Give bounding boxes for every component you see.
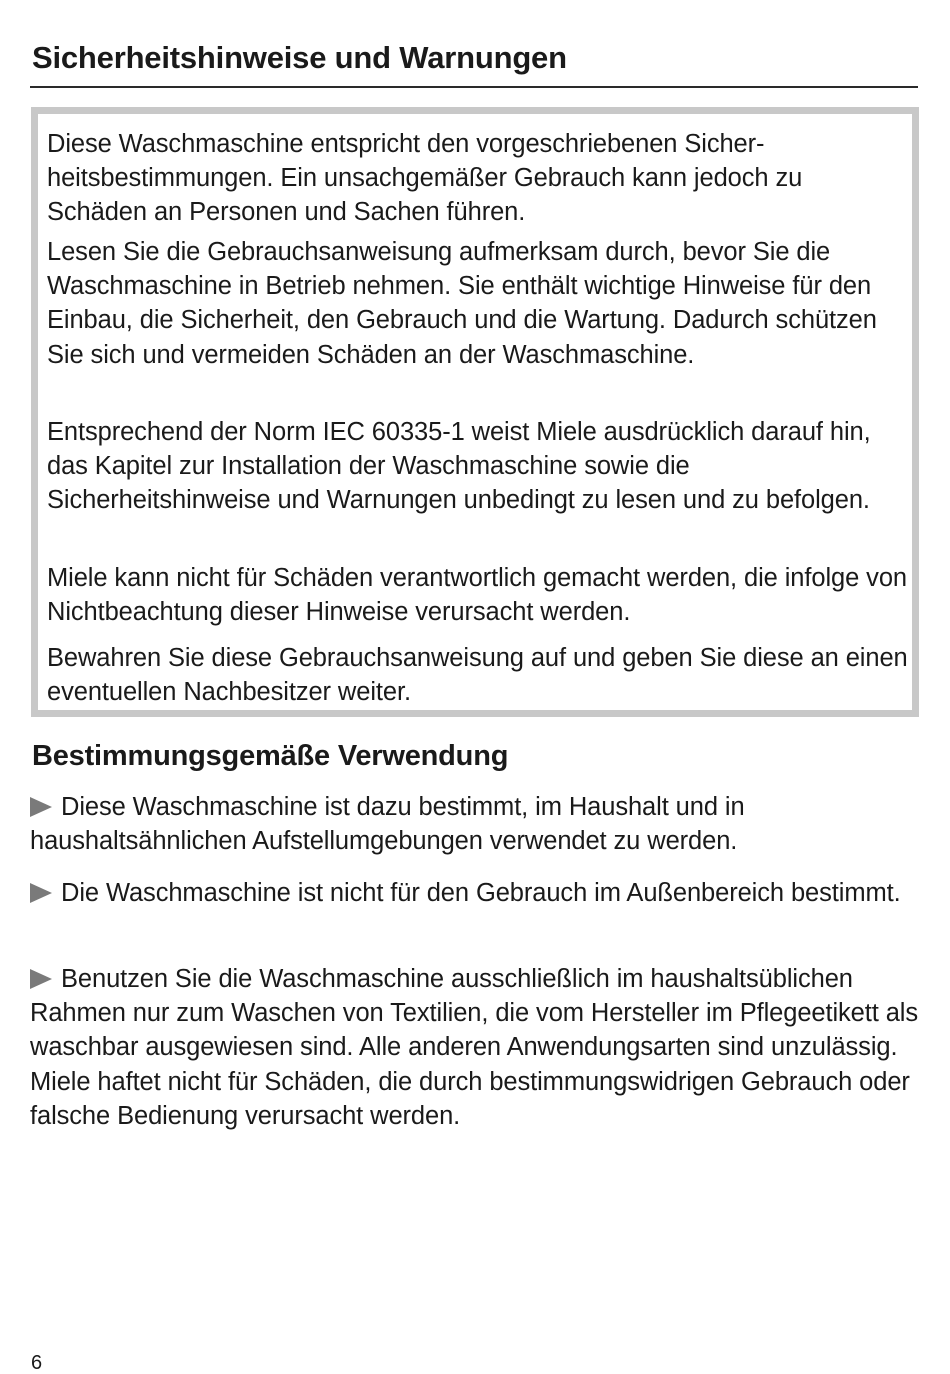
triangle-right-icon — [30, 969, 52, 989]
list-item-text: Benutzen Sie die Waschmaschine ausschließlich im haushaltsüblichen Rahmen nur zum Waschen von Textilien, die vom Hersteller im Pflegeetikett als waschbar ausgewiesen sind. Alle anderen Anwendungsarten sind unzulässig. Miele haftet nicht für Schäden, die durch bestimmungswidrigen Gebrauch oder falsche Bedienung verursacht werden. — [30, 965, 919, 1130]
notice-paragraph: Entsprechend der Norm IEC 60335-1 weist Miele ausdrücklich darauf hin, das Kapitel zur Installation der Waschmaschine sowie die Sicherheitshinweise und Warnungen unbedingt zu lesen und zu befolgen. — [47, 418, 871, 515]
list-item — [30, 962, 920, 1133]
list-item — [30, 790, 920, 858]
section-heading: Bestimmungsgemäße Verwendung — [32, 740, 509, 772]
page-title: Sicherheitshinweise und Warnungen — [32, 40, 567, 75]
notice-paragraph: Lesen Sie die Gebrauchsanweisung aufmerksam durch, bevor Sie die Waschmaschine in Betrieb nehmen. Sie enthält wichtige Hinweise für den Einbau, die Sicherheit, den Gebrauch und die Wartung. Dadurch schützen Sie sich und vermeiden Schäden an der Waschmaschine. — [47, 238, 877, 369]
safety-notice-box — [31, 107, 919, 717]
notice-paragraph: Bewahren Sie diese Gebrauchsanweisung auf und geben Sie diese an einen eventuellen Nachbesitzer weiter. — [47, 644, 908, 707]
triangle-right-icon — [30, 797, 52, 817]
notice-paragraph: Diese Waschmaschine entspricht den vorgeschriebenen Sicherheitsbestimmungen. Ein unsachgemäßer Gebrauch kann jedoch zu Schäden an Personen und Sachen führen. — [47, 130, 803, 227]
notice-paragraph: Miele kann nicht für Schäden verantwortlich gemacht werden, die infolge von Nichtbeachtung dieser Hinweise verursacht werden. — [47, 564, 907, 627]
page-number: 6 — [31, 1352, 43, 1374]
title-divider — [30, 86, 918, 88]
list-item — [30, 876, 920, 910]
list-item-text: Diese Waschmaschine ist dazu bestimmt, im Haushalt und in haushaltsähnlichen Aufstellumgebungen verwendet zu werden. — [30, 793, 745, 856]
list-item-text: Die Waschmaschine ist nicht für den Gebrauch im Außenbereich bestimmt. — [61, 879, 901, 907]
triangle-right-icon — [30, 883, 52, 903]
